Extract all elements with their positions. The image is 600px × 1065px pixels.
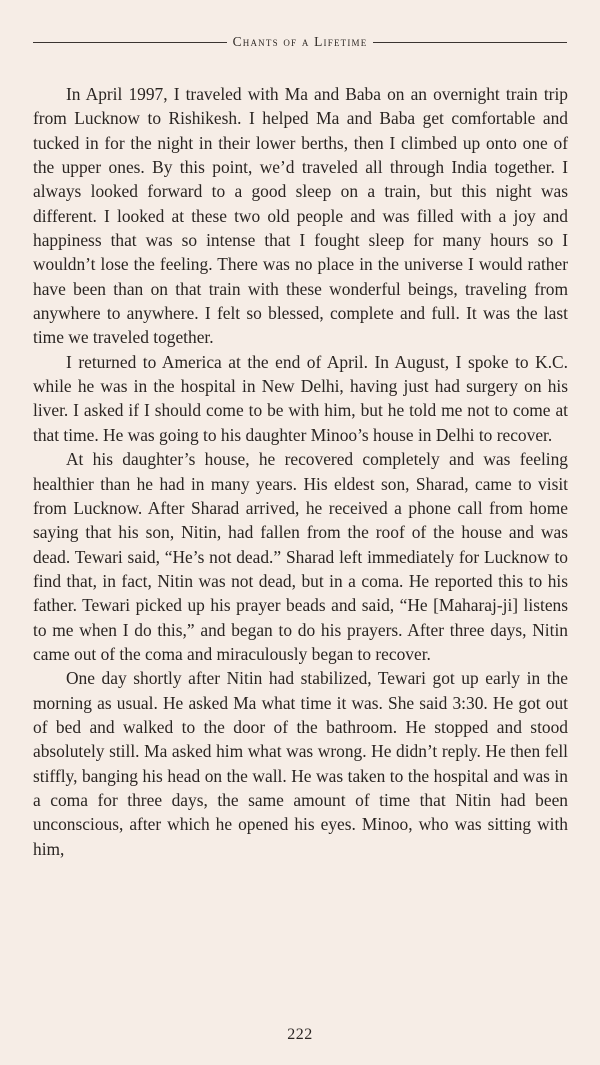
paragraph-1: In April 1997, I traveled with Ma and Baba on an overnight train trip from Lucknow to Rishikesh. I helped Ma and Baba get comfortable and tucked in for the night in their lower berths, then I climbed up onto one of the upper ones. By this point, we’d traveled all through India together. I always looked forward to a good sleep on a train, but this night was different. I looked at these two old people and was filled with a joy and happiness that was so intense that I fought sleep for many hours so I wouldn’t lose the feeling. There was no place in the universe I would rather have been than on that train with these wonderful beings, traveling from anywhere to anywhere. I felt so blessed, complete and full. It was the last time we traveled together. (33, 84, 568, 348)
running-head-rule-right (373, 42, 567, 43)
body-text (33, 82, 568, 861)
running-head-rule-left (33, 42, 227, 43)
paragraph-4: One day shortly after Nitin had stabilized, Tewari got up early in the morning as usual. He asked Ma what time it was. She said 3:30. He got out of bed and walked to the door of the bathroom. He stopped and stood absolutely still. Ma asked him what was wrong. He didn’t reply. He then fell stiffly, banging his head on the wall. He was taken to the hospital and was in a coma for three days, the same amount of time that Nitin had been unconscious, after which he opened his eyes. Minoo, who was sitting with him, (33, 668, 568, 859)
running-head-title: Chants of a Lifetime (232, 34, 368, 49)
paragraph-3: At his daughter’s house, he recovered completely and was feeling healthier than he had in many years. His eldest son, Sharad, came to visit from Lucknow. After Sharad arrived, he received a phone call from home saying that his son, Nitin, had fallen from the roof of the house and was dead. Tewari said, “He’s not dead.” Sharad left immediately for Lucknow to find that, in fact, Nitin was not dead, but in a coma. He reported this to his father. Tewari picked up his prayer beads and said, “He [Maharaj-ji] listens to me when I do this,” and began to do his prayers. After three days, Nitin came out of the coma and miraculously began to recover. (33, 449, 568, 664)
running-head (33, 32, 567, 52)
paragraph-2: I returned to America at the end of April. In August, I spoke to K.C. while he was in the hospital in New Delhi, having just had surgery on his liver. I asked if I should come to be with him, but he told me not to come at that time. He was going to his daughter Minoo’s house in Delhi to recover. (33, 351, 568, 445)
page-number: 222 (287, 1026, 313, 1043)
